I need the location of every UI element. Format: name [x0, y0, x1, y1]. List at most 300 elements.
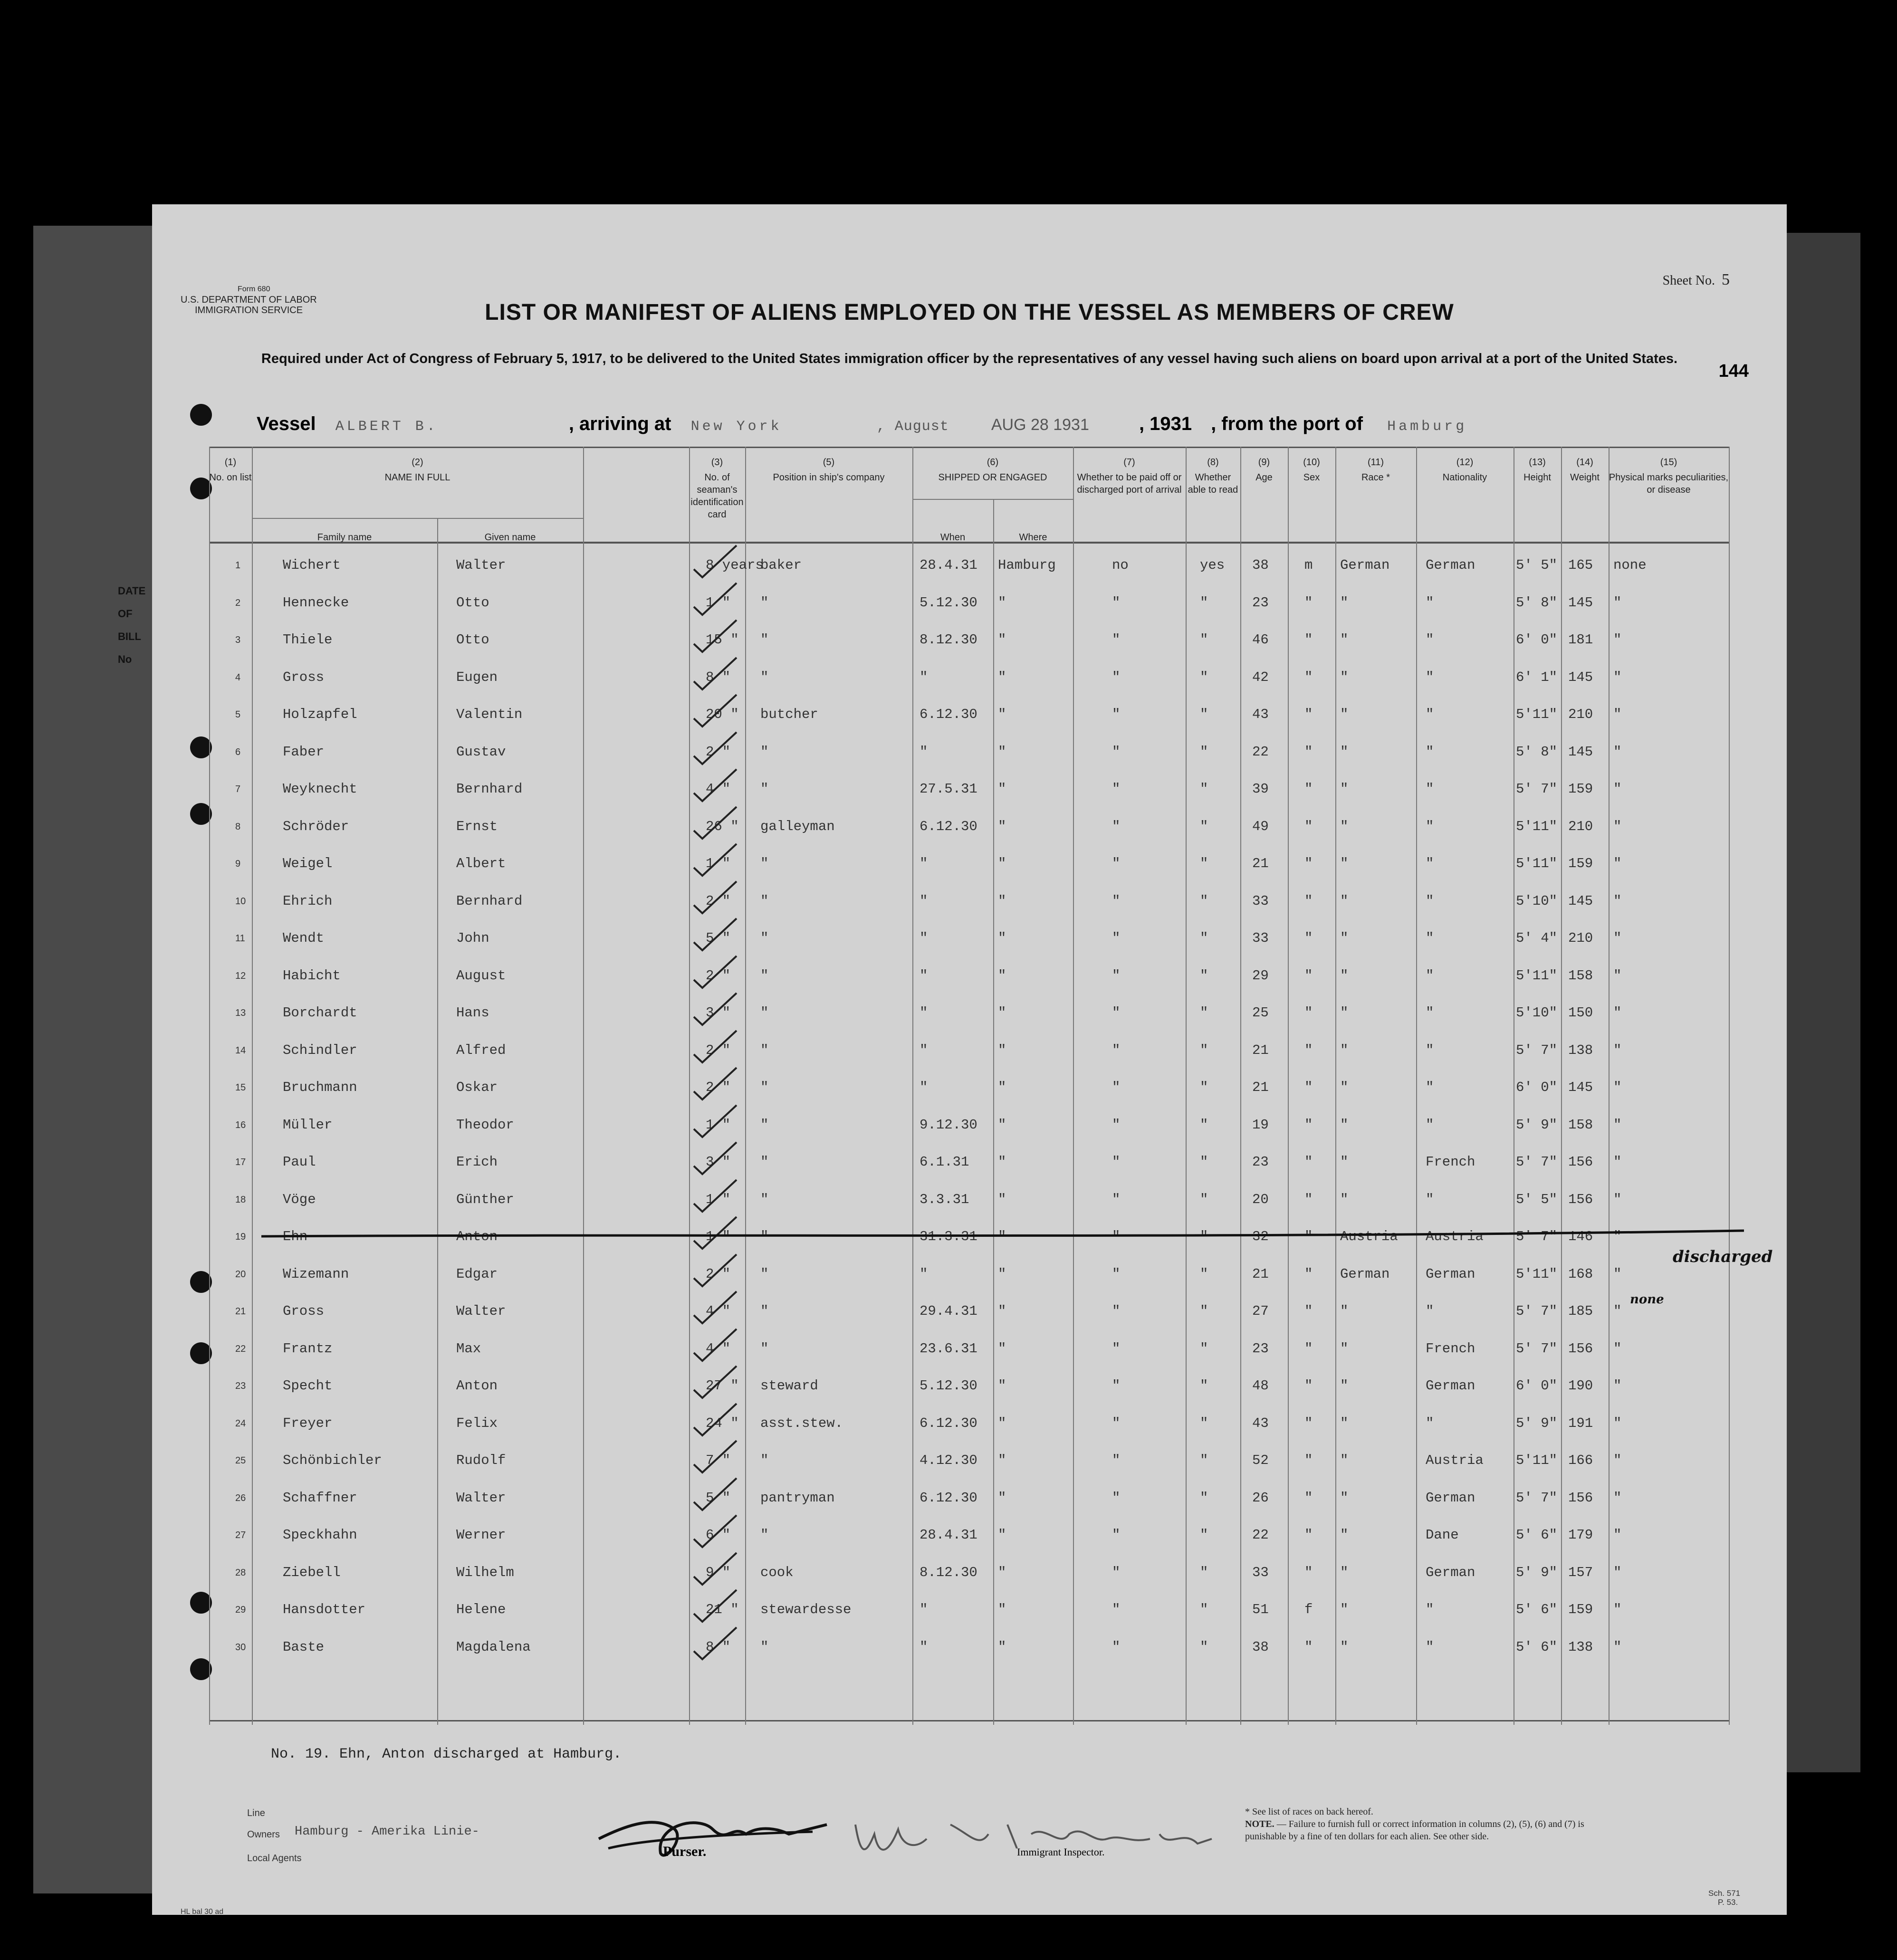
shipped-where: " [998, 1303, 1006, 1319]
sex: " [1304, 1564, 1313, 1580]
paid-off: " [1112, 1042, 1121, 1058]
age: 52 [1252, 1453, 1269, 1468]
sex: " [1304, 1453, 1313, 1468]
family-name: Holzapfel [283, 707, 357, 722]
shipped-when: " [920, 893, 928, 909]
check-mark-icon [689, 1140, 741, 1178]
position: " [760, 893, 769, 909]
col-head-height: (13) Height [1523, 457, 1551, 483]
sex: " [1304, 1154, 1313, 1170]
subhead-where: Where [1019, 532, 1047, 543]
given-name: Edgar [456, 1266, 498, 1282]
length-of-service: 3 " [706, 1154, 731, 1170]
nationality: " [1426, 781, 1434, 797]
race: German [1340, 557, 1390, 573]
family-name: Schindler [283, 1042, 357, 1058]
strike-through-line [261, 1220, 1744, 1249]
table-row [209, 1593, 1730, 1630]
print-code: HL bal 30 ad [181, 1908, 224, 1915]
position: " [760, 632, 769, 648]
table-row [209, 959, 1730, 996]
age: 21 [1252, 1080, 1269, 1095]
age: 32 [1252, 1229, 1269, 1244]
inspector-label: Immigrant Inspector. [1017, 1846, 1105, 1858]
able-to-read: " [1200, 1564, 1208, 1580]
row-number: 26 [235, 1492, 246, 1503]
age: 23 [1252, 1340, 1269, 1357]
position: " [760, 1005, 769, 1021]
length-of-service: 15 " [706, 632, 739, 648]
nationality: " [1426, 930, 1434, 946]
length-of-service: 2 " [706, 1266, 731, 1282]
sex: " [1304, 1303, 1313, 1319]
able-to-read: " [1200, 1453, 1208, 1468]
position: stewardesse [760, 1602, 852, 1617]
nationality: " [1426, 1602, 1434, 1617]
shipped-when: " [920, 967, 928, 984]
nationality: " [1426, 1415, 1434, 1431]
binder-hole [190, 404, 212, 426]
age: 23 [1252, 594, 1269, 611]
row-number: 25 [235, 1455, 246, 1466]
shipped-where: " [998, 1042, 1006, 1058]
race: " [1340, 1042, 1349, 1058]
row-number: 2 [235, 597, 241, 608]
able-to-read: " [1200, 818, 1208, 834]
height: 5' 7" [1516, 1340, 1558, 1357]
position: " [760, 967, 769, 984]
nationality: German [1426, 1266, 1475, 1282]
height: 5' 8" [1516, 744, 1558, 760]
race: " [1340, 1378, 1349, 1394]
able-to-read: " [1200, 1005, 1208, 1021]
physical-marks: " [1613, 1527, 1622, 1543]
age: 48 [1252, 1378, 1269, 1394]
family-name: Speckhahn [283, 1527, 357, 1543]
row-number: 21 [235, 1306, 246, 1317]
length-of-service: 7 " [706, 1453, 731, 1468]
row-number: 30 [235, 1642, 246, 1653]
physical-marks: " [1613, 1340, 1622, 1357]
table-row [209, 1444, 1730, 1481]
height: 5' 6" [1516, 1527, 1558, 1543]
sex: " [1304, 1490, 1313, 1506]
shipped-where: " [998, 707, 1006, 722]
family-name: Schröder [283, 818, 349, 834]
weight: 210 [1568, 707, 1593, 722]
shipped-when: 5.12.30 [920, 1378, 977, 1394]
table-row [209, 549, 1730, 586]
nationality: " [1426, 594, 1434, 611]
height: 5' 7" [1516, 781, 1558, 797]
shipped-where: " [998, 930, 1006, 946]
paid-off: " [1112, 1490, 1121, 1506]
shipped-when: " [920, 930, 928, 946]
height: 5'11" [1516, 967, 1558, 984]
height: 5' 8" [1516, 594, 1558, 611]
check-mark-icon [689, 730, 741, 768]
col-head-weight: (14) Weight [1570, 457, 1600, 483]
nationality: " [1426, 856, 1434, 871]
paid-off: " [1112, 1415, 1121, 1431]
nationality: German [1426, 1378, 1475, 1394]
position: pantryman [760, 1490, 835, 1506]
row-number: 11 [235, 933, 245, 944]
position: " [760, 669, 769, 685]
physical-marks: " [1613, 930, 1622, 946]
age: 38 [1252, 557, 1269, 573]
col-head-read: (8) Whether able to read [1188, 457, 1238, 495]
age: 38 [1252, 1639, 1269, 1655]
given-name: Albert [456, 856, 506, 871]
physical-marks: " [1613, 1490, 1622, 1506]
race: Austria [1340, 1229, 1398, 1244]
check-mark-icon [689, 1476, 741, 1514]
family-name: Weyknecht [283, 781, 357, 797]
able-to-read: " [1200, 930, 1208, 946]
table-row [209, 922, 1730, 959]
sex: " [1304, 1340, 1313, 1357]
family-name: Gross [283, 1303, 325, 1319]
arrival-year: , 1931 [1139, 413, 1192, 434]
nationality: German [1426, 1564, 1475, 1580]
age: 51 [1252, 1602, 1269, 1617]
nationality: " [1426, 893, 1434, 909]
row-number: 14 [235, 1045, 246, 1056]
paid-off: " [1112, 1602, 1121, 1617]
given-name: Valentin [456, 707, 523, 722]
position: " [760, 1229, 769, 1244]
family-name: Specht [283, 1378, 333, 1394]
age: 22 [1252, 1527, 1269, 1543]
physical-marks: " [1613, 1005, 1622, 1021]
sex: " [1304, 1639, 1313, 1655]
check-mark-icon [689, 1438, 741, 1476]
table-row [209, 773, 1730, 810]
physical-marks: " [1613, 1117, 1622, 1133]
position: " [760, 930, 769, 946]
table-row [209, 1482, 1730, 1519]
sex: " [1304, 669, 1313, 685]
position: " [760, 1266, 769, 1282]
weight: 156 [1568, 1340, 1593, 1357]
nationality: German [1426, 557, 1475, 573]
shipped-when: " [920, 1639, 928, 1655]
height: 5' 7" [1516, 1154, 1558, 1170]
row-number: 10 [235, 896, 246, 907]
row-number: 19 [235, 1232, 246, 1242]
table-row [209, 1220, 1730, 1257]
check-mark-icon [689, 543, 741, 581]
race: " [1340, 818, 1349, 834]
paid-off: " [1112, 893, 1121, 909]
family-name: Wizemann [283, 1266, 349, 1282]
race: German [1340, 1266, 1390, 1282]
age: 23 [1252, 1154, 1269, 1170]
length-of-service: 21 " [706, 1602, 739, 1617]
row-number: 12 [235, 970, 246, 981]
length-of-service: 26 " [706, 818, 739, 834]
check-mark-icon [689, 1513, 741, 1551]
nationality: " [1426, 632, 1434, 648]
paid-off: " [1112, 1080, 1121, 1095]
physical-marks: " [1613, 1415, 1622, 1431]
race: " [1340, 632, 1349, 648]
purser-signature [599, 1822, 827, 1855]
paid-off: " [1112, 856, 1121, 871]
shipped-when: 9.12.30 [920, 1117, 977, 1133]
able-to-read: " [1200, 594, 1208, 611]
height: 6' 0" [1516, 632, 1558, 648]
shipped-when: 5.12.30 [920, 594, 977, 611]
sex: " [1304, 818, 1313, 834]
height: 5' 7" [1516, 1490, 1558, 1506]
sex: " [1304, 707, 1313, 722]
shipped-where: " [998, 1154, 1006, 1170]
shipped-when: " [920, 744, 928, 760]
length-of-service: 4 " [706, 781, 731, 797]
race: " [1340, 967, 1349, 984]
family-name: Thiele [283, 632, 333, 648]
race: " [1340, 1602, 1349, 1617]
race: " [1340, 1564, 1349, 1580]
page-title: LIST OR MANIFEST OF ALIENS EMPLOYED ON THE VESSEL AS MEMBERS OF CREW [485, 300, 1454, 325]
check-mark-icon [689, 1289, 741, 1327]
given-name: Ernst [456, 818, 498, 834]
col-head-shipped: (6) SHIPPED OR ENGAGED [938, 457, 1047, 483]
subhead-family-name: Family name [317, 532, 372, 543]
weight: 146 [1568, 1229, 1593, 1244]
sex: " [1304, 1042, 1313, 1058]
given-name: Erich [456, 1154, 498, 1170]
sex: " [1304, 967, 1313, 984]
weight: 145 [1568, 893, 1593, 909]
paid-off: " [1112, 781, 1121, 797]
table-row [209, 1034, 1730, 1071]
family-name: Habicht [283, 967, 341, 984]
age: 33 [1252, 893, 1269, 909]
given-name: Magdalena [456, 1639, 531, 1655]
position: " [760, 594, 769, 611]
right-edge-sheet [1780, 233, 1860, 1772]
arriving-port: New York [690, 419, 782, 435]
sex: " [1304, 781, 1313, 797]
form-header: Form 680 U.S. DEPARTMENT OF LABOR IMMIGRATION SERVICE [181, 285, 317, 316]
table-row [209, 1369, 1730, 1406]
race: " [1340, 1303, 1349, 1319]
shipped-when: 6.12.30 [920, 818, 977, 834]
row-number: 9 [235, 859, 241, 869]
paid-off: " [1112, 930, 1121, 946]
shipped-where: " [998, 967, 1006, 984]
shipped-when: 28.4.31 [920, 1527, 977, 1543]
shipped-when: 31.3.31 [920, 1229, 977, 1244]
weight: 145 [1568, 1080, 1593, 1095]
shipped-when: 4.12.30 [920, 1453, 977, 1468]
owners-value: Hamburg - Amerika Linie- [295, 1825, 479, 1839]
given-name: Otto [456, 632, 489, 648]
shipped-when: 8.12.30 [920, 632, 977, 648]
shipped-when: 29.4.31 [920, 1303, 977, 1319]
paid-off: " [1112, 1453, 1121, 1468]
able-to-read: " [1200, 893, 1208, 909]
position: baker [760, 557, 802, 573]
position: " [760, 1042, 769, 1058]
col-head-idcard: (3) No. of seaman's identification card [690, 457, 744, 520]
paid-off: " [1112, 707, 1121, 722]
position: " [760, 744, 769, 760]
given-name: John [456, 930, 489, 946]
weight: 165 [1568, 557, 1593, 573]
family-name: Frantz [283, 1340, 333, 1357]
check-mark-icon [689, 1550, 741, 1588]
shipped-where: " [998, 669, 1006, 685]
shipped-where: " [998, 1564, 1006, 1580]
shipped-where: " [998, 1639, 1006, 1655]
weight: 179 [1568, 1527, 1593, 1543]
age: 27 [1252, 1303, 1269, 1319]
able-to-read: " [1200, 1415, 1208, 1431]
race: " [1340, 1117, 1349, 1133]
sex: " [1304, 632, 1313, 648]
family-name: Freyer [283, 1415, 333, 1431]
able-to-read: " [1200, 1639, 1208, 1655]
given-name: Alfred [456, 1042, 506, 1058]
family-name: Hennecke [283, 594, 349, 611]
shipped-when: 23.6.31 [920, 1340, 977, 1357]
paid-off: " [1112, 1005, 1121, 1021]
shipped-when: " [920, 669, 928, 685]
race: " [1340, 930, 1349, 946]
check-mark-icon [689, 991, 741, 1029]
table-row [209, 1407, 1730, 1444]
position: " [760, 1340, 769, 1357]
length-of-service: 1 " [706, 1191, 731, 1207]
age: 46 [1252, 632, 1269, 648]
check-mark-icon [689, 1587, 741, 1625]
family-name: Wendt [283, 930, 325, 946]
table-row [209, 885, 1730, 922]
vessel-line [257, 413, 1467, 435]
row-number: 5 [235, 709, 241, 720]
given-name: Walter [456, 1490, 506, 1506]
length-of-service: 2 " [706, 744, 731, 760]
row-number: 23 [235, 1381, 246, 1391]
check-mark-icon [689, 655, 741, 693]
age: 39 [1252, 781, 1269, 797]
nationality: " [1426, 1191, 1434, 1207]
race: " [1340, 1340, 1349, 1357]
family-name: Vöge [283, 1191, 316, 1207]
table-row [209, 1556, 1730, 1593]
family-name: Faber [283, 744, 325, 760]
length-of-service: 5 " [706, 930, 731, 946]
vessel-name: ALBERT B. [335, 419, 438, 435]
given-name: Gustav [456, 744, 506, 760]
length-of-service: 8 " [706, 669, 731, 685]
able-to-read: " [1200, 1378, 1208, 1394]
family-name: Gross [283, 669, 325, 685]
local-agents-label: Local Agents [247, 1853, 302, 1864]
race: " [1340, 1490, 1349, 1506]
nationality: French [1426, 1154, 1475, 1170]
sex: " [1304, 1080, 1313, 1095]
table-row [209, 847, 1730, 884]
weight: 210 [1568, 818, 1593, 834]
table-row [209, 1258, 1730, 1295]
length-of-service: 8 years [706, 557, 764, 573]
length-of-service: 4 " [706, 1340, 731, 1357]
check-mark-icon [689, 1103, 741, 1141]
check-mark-icon [689, 1364, 741, 1402]
row-number: 24 [235, 1418, 246, 1429]
physical-marks: " [1613, 1378, 1622, 1394]
weight: 150 [1568, 1005, 1593, 1021]
line-label: Line [247, 1808, 265, 1818]
from-port: Hamburg [1387, 419, 1467, 435]
side-stamp: DATE OF BILL No [118, 585, 146, 665]
physical-marks: " [1613, 856, 1622, 871]
check-mark-icon [689, 618, 741, 656]
given-name: Eugen [456, 669, 498, 685]
family-name: Schaffner [283, 1490, 357, 1506]
table-row [209, 1146, 1730, 1183]
nationality: Austria [1426, 1229, 1484, 1244]
height: 5' 7" [1516, 1229, 1558, 1244]
weight: 159 [1568, 856, 1593, 871]
date-stamp: AUG 28 1931 [991, 416, 1089, 434]
family-name: Borchardt [283, 1005, 357, 1021]
length-of-service: 27 " [706, 1378, 739, 1394]
check-mark-icon [689, 1401, 741, 1439]
family-name: Hansdotter [283, 1602, 366, 1617]
length-of-service: 8 " [706, 1639, 731, 1655]
table-row [209, 1519, 1730, 1556]
underlying-sheet [33, 226, 152, 1893]
shipped-when: 6.1.31 [920, 1154, 969, 1170]
nationality: " [1426, 818, 1434, 834]
check-mark-icon [689, 1028, 741, 1066]
family-name: Baste [283, 1639, 325, 1655]
position: cook [760, 1564, 794, 1580]
given-name: Hans [456, 1005, 489, 1021]
race: " [1340, 707, 1349, 722]
given-name: Werner [456, 1527, 506, 1543]
able-to-read: " [1200, 1154, 1208, 1170]
col-head-name: (2) NAME IN FULL [384, 457, 450, 483]
race: " [1340, 669, 1349, 685]
shipped-where: " [998, 1229, 1006, 1244]
height: 5' 5" [1516, 1191, 1558, 1207]
nationality: German [1426, 1490, 1475, 1506]
age: 33 [1252, 1564, 1269, 1580]
race: " [1340, 1154, 1349, 1170]
manifest-page [152, 204, 1787, 1915]
shipped-where: " [998, 1602, 1006, 1617]
able-to-read: " [1200, 669, 1208, 685]
weight: 158 [1568, 1117, 1593, 1133]
row-number: 6 [235, 746, 241, 757]
age: 26 [1252, 1490, 1269, 1506]
shipped-where: " [998, 1117, 1006, 1133]
height: 5'11" [1516, 1266, 1558, 1282]
table-row [209, 698, 1730, 735]
race: " [1340, 781, 1349, 797]
col-head-sex: (10) Sex [1303, 457, 1320, 483]
position: galleyman [760, 818, 835, 834]
handwritten-none: none [1630, 1292, 1664, 1307]
arrival-month: , August [876, 419, 949, 435]
